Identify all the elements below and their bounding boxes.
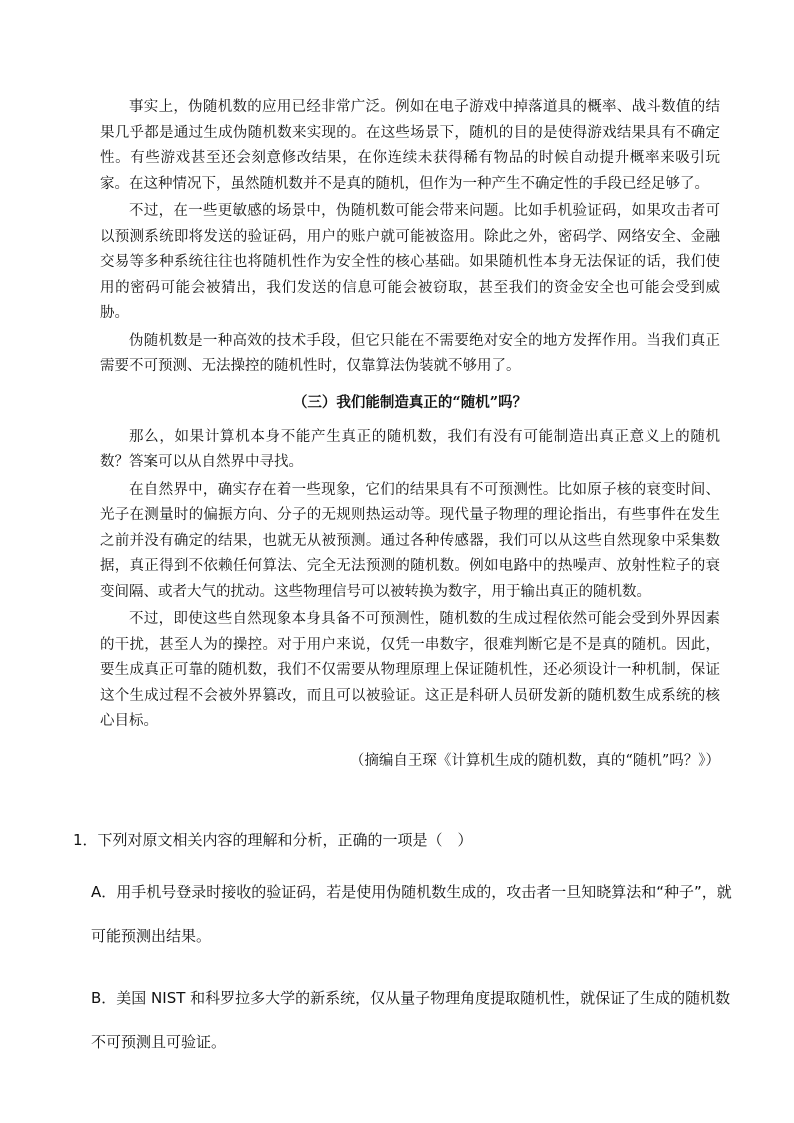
option-a: A．用手机号登录时接收的验证码，若是使用伪随机数生成的，攻击者一旦知晓算法和“种子”，就可能预测出结果。 [91, 883, 732, 945]
question-block [73, 826, 733, 1082]
passage-paragraph: 不过，即使这些自然现象本身具备不可预测性，随机数的生成过程依然可能会受到外界因素的干扰，甚至人为的操控。对于用户来说，仅凭一串数字，很难判断它是不是真的随机。因此，要生成真正可靠的随机数，我们不仅需要从物理原理上保证随机性，还必须设计一种机制，保证这个生成过程不会被外界篡改，而且可以被验证。这正是科研人员研发新的随机数生成系统的核心目标。 [100, 611, 720, 729]
question-stem: 1．下列对原文相关内容的理解和分析，正确的一项是（ ） [73, 831, 473, 849]
reading-passage [100, 95, 720, 776]
passage-paragraph: 伪随机数是一种高效的技术手段，但它只能在不需要绝对安全的地方发挥作用。当我们真正需要不可预测、无法操控的随机性时，仅靠算法伪装就不够用了。 [100, 332, 720, 374]
passage-paragraph: 那么，如果计算机本身不能产生真正的随机数，我们有没有可能制造出真正意义上的随机数？答案可以从自然界中寻找。 [100, 428, 720, 470]
passage-paragraph: 事实上，伪随机数的应用已经非常广泛。例如在电子游戏中掉落道具的概率、战斗数值的结果几乎都是通过生成伪随机数来实现的。在这些场景下，随机的目的是使得游戏结果具有不确定性。有些游戏甚至还会刻意修改结果，在你连续未获得稀有物品的时候自动提升概率来吸引玩家。在这种情况下，虽然随机数并不是真的随机，但作为一种产生不确定性的手段已经足够了。 [100, 99, 720, 192]
option-b: B．美国 NIST 和科罗拉多大学的新系统，仅从量子物理角度提取随机性，就保证了生成的随机数不可预测且可验证。 [91, 989, 731, 1051]
passage-source: （摘编自王琛《计算机生成的随机数，真的“随机”吗？》） [349, 752, 720, 769]
passage-paragraph: 不过，在一些更敏感的场景中，伪随机数可能会带来问题。比如手机验证码，如果攻击者可以预测系统即将发送的验证码，用户的账户就可能被盗用。除此之外，密码学、网络安全、金融交易等多种系统往往也将随机性作为安全性的核心基础。如果随机性本身无法保证的话，我们使用的密码可能会被猜出，我们发送的信息可能会被窃取，甚至我们的资金安全也可能会受到威胁。 [100, 203, 720, 321]
section-heading: （三）我们能制造真正的“随机”吗？ [292, 393, 528, 411]
passage-paragraph: 在自然界中，确实存在着一些现象，它们的结果具有不可预测性。比如原子核的衰变时间、光子在测量时的偏振方向、分子的无规则热运动等。现代量子物理的理论指出，有些事件在发生之前并没有确定的结果，也就无从被预测。通过各种传感器，我们可以从这些自然现象中采集数据，真正得到不依赖任何算法、完全无法预测的随机数。例如电路中的热噪声、放射性粒子的衰变间隔、或者大气的扰动。这些物理信号可以被转换为数字，用于输出真正的随机数。 [100, 481, 720, 600]
